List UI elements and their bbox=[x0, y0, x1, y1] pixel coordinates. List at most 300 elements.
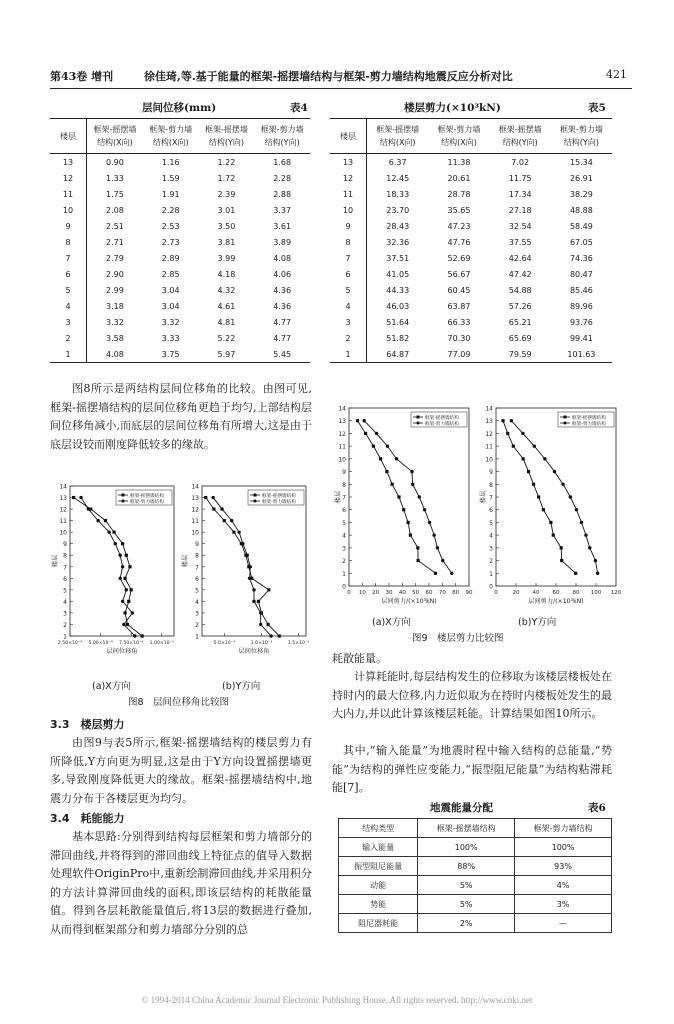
table-cell: 9 bbox=[330, 218, 367, 234]
table-row bbox=[50, 346, 310, 363]
data-point bbox=[402, 508, 405, 511]
data-point bbox=[259, 623, 262, 626]
data-point bbox=[561, 483, 564, 486]
data-point bbox=[212, 507, 215, 510]
table-cell: 41.05 bbox=[386, 269, 410, 279]
data-point bbox=[257, 600, 260, 603]
data-point bbox=[416, 546, 419, 549]
x-tick-label: 0 bbox=[494, 590, 498, 596]
table-cell: 80.47 bbox=[569, 269, 593, 279]
legend-label: 框架-摇摆墙结构 bbox=[425, 415, 459, 421]
data-point bbox=[410, 470, 413, 473]
page-number: 421 bbox=[606, 68, 627, 81]
table6 bbox=[338, 818, 612, 933]
table-cell: 4.08 bbox=[106, 349, 124, 359]
table-cell: 1.72 bbox=[217, 173, 236, 183]
section-3-3-heading: 3.3 楼层剪力 bbox=[50, 718, 125, 731]
legend-label: 框架-剪力墙结构 bbox=[425, 421, 459, 427]
y-tick-label: 8 bbox=[63, 552, 67, 560]
y-tick-label: 8 bbox=[489, 481, 493, 489]
table-cell: 7 bbox=[50, 250, 87, 266]
y-tick-label: 1 bbox=[195, 633, 199, 641]
fig8-caption: 图8 层间位移角比较图 bbox=[128, 697, 230, 708]
data-point bbox=[521, 432, 524, 435]
y-tick-label: 14 bbox=[338, 405, 346, 413]
table-row bbox=[339, 838, 612, 857]
data-point bbox=[510, 419, 513, 422]
table-cell: 88% bbox=[418, 857, 515, 876]
table-row bbox=[330, 282, 612, 298]
data-point bbox=[246, 554, 249, 557]
copyright-footer: © 1994-2014 China Academic Journal Electronic Publishing House. All rights reserved. http://www.cnki.net bbox=[141, 995, 533, 1005]
table-cell: 38.29 bbox=[569, 189, 593, 199]
data-point bbox=[542, 508, 545, 511]
data-point bbox=[533, 444, 536, 447]
data-point bbox=[549, 521, 552, 524]
data-point bbox=[141, 634, 144, 637]
table-cell: 4.61 bbox=[217, 301, 236, 311]
table-cell: 27.18 bbox=[508, 205, 532, 215]
data-point bbox=[594, 559, 597, 562]
table-row bbox=[330, 186, 612, 202]
running-title: 徐佳琦,等.基于能量的框架-摇摆墙结构与框架-剪力墙结构地震反应分析对比 bbox=[144, 70, 513, 83]
table-cell: 52.69 bbox=[447, 253, 471, 263]
data-point bbox=[543, 457, 546, 460]
data-point bbox=[432, 533, 435, 536]
table4-col-header: 框架-摇摆墙 结构(X向) bbox=[87, 119, 143, 154]
table-cell: 2.73 bbox=[161, 237, 180, 247]
legend-label: 框架-剪力墙结构 bbox=[572, 421, 606, 427]
table-cell: 10 bbox=[50, 202, 87, 218]
table-cell: 输入能量 bbox=[339, 838, 418, 857]
table-cell: 26.91 bbox=[569, 173, 593, 183]
x-axis-label: 层间位移角 bbox=[238, 648, 270, 655]
table-cell: 4.18 bbox=[217, 269, 236, 279]
table-cell: 46.03 bbox=[386, 301, 410, 311]
table-cell: 5% bbox=[418, 895, 515, 914]
data-point bbox=[379, 457, 382, 460]
table-cell: 8 bbox=[50, 234, 87, 250]
data-point bbox=[122, 623, 125, 626]
table-row bbox=[50, 330, 310, 346]
running-header bbox=[50, 68, 630, 86]
table-cell: 93.76 bbox=[569, 317, 593, 327]
data-point bbox=[407, 521, 410, 524]
table-cell: 3.04 bbox=[161, 285, 180, 295]
table-cell: 4.77 bbox=[273, 333, 292, 343]
table-cell: 100% bbox=[418, 838, 515, 857]
table-cell: 44.33 bbox=[386, 285, 410, 295]
table-row bbox=[330, 170, 612, 186]
legend-marker bbox=[417, 422, 420, 425]
y-tick-label: 12 bbox=[485, 430, 493, 438]
data-point bbox=[436, 546, 439, 549]
data-point bbox=[364, 432, 367, 435]
y-tick-label: 3 bbox=[63, 610, 67, 618]
data-point bbox=[104, 519, 107, 522]
data-point bbox=[267, 623, 270, 626]
x-tick-label: 20 bbox=[512, 590, 520, 596]
table-cell: 1.59 bbox=[161, 173, 180, 183]
y-tick-label: 4 bbox=[342, 532, 346, 540]
data-point bbox=[130, 588, 133, 591]
x-axis-label: 层间剪力/(×10³kN) bbox=[381, 598, 437, 605]
table-cell: 2.88 bbox=[273, 189, 292, 199]
y-tick-label: 13 bbox=[338, 418, 346, 426]
data-point bbox=[375, 432, 378, 435]
y-tick-label: 3 bbox=[342, 545, 346, 553]
data-point bbox=[121, 565, 124, 568]
data-point bbox=[397, 495, 400, 498]
data-point bbox=[391, 483, 394, 486]
table-cell: 2.85 bbox=[161, 269, 180, 279]
x-tick-label: 0 bbox=[347, 590, 351, 596]
table-row bbox=[50, 250, 310, 266]
table-cell: 2.28 bbox=[161, 205, 180, 215]
x-tick-label: 1.0×10⁻³ bbox=[250, 641, 273, 646]
data-point bbox=[411, 483, 414, 486]
data-point bbox=[118, 577, 121, 580]
y-tick-label: 11 bbox=[191, 518, 199, 526]
table-cell: 4 bbox=[330, 298, 367, 314]
y-tick-label: 3 bbox=[195, 610, 199, 618]
data-point bbox=[127, 600, 130, 603]
data-point bbox=[232, 531, 235, 534]
table5-col-header: 框架-剪力墙 结构(X向) bbox=[428, 119, 489, 154]
table-cell: 12.45 bbox=[386, 173, 410, 183]
data-point bbox=[362, 419, 365, 422]
table-cell: 3.33 bbox=[161, 333, 180, 343]
table-cell: 13 bbox=[50, 154, 87, 171]
data-point bbox=[575, 508, 578, 511]
table-cell: 3.58 bbox=[106, 333, 124, 343]
data-point bbox=[434, 572, 437, 575]
table-row bbox=[50, 314, 310, 330]
data-point bbox=[423, 508, 426, 511]
y-tick-label: 10 bbox=[191, 529, 199, 537]
table-cell: 89.96 bbox=[569, 301, 593, 311]
table-cell: 2.79 bbox=[106, 253, 124, 263]
table-cell: 3.61 bbox=[273, 221, 292, 231]
data-point bbox=[125, 588, 128, 591]
table-cell: 67.05 bbox=[569, 237, 593, 247]
plot-frame bbox=[202, 486, 306, 636]
table-cell: 4.06 bbox=[273, 269, 292, 279]
table-cell: 6.37 bbox=[388, 157, 407, 167]
journal-volume: 第43卷 增刊 bbox=[50, 70, 114, 83]
table-cell: 65.69 bbox=[508, 333, 532, 343]
y-tick-label: 6 bbox=[342, 507, 346, 515]
table-cell: 35.65 bbox=[447, 205, 471, 215]
y-tick-label: 13 bbox=[59, 495, 67, 503]
y-tick-label: 5 bbox=[195, 587, 199, 595]
table4-number: 表4 bbox=[290, 102, 308, 114]
table-cell: 5.45 bbox=[273, 349, 292, 359]
table5-floor-header: 楼层 bbox=[330, 119, 367, 154]
table-row bbox=[50, 202, 310, 218]
y-tick-label: 1 bbox=[63, 633, 67, 641]
table-row bbox=[330, 314, 612, 330]
table-cell: 56.67 bbox=[447, 269, 471, 279]
table-cell: 58.49 bbox=[569, 221, 593, 231]
y-tick-label: 4 bbox=[63, 598, 67, 606]
data-point bbox=[114, 542, 117, 545]
table-cell: 4 bbox=[50, 298, 87, 314]
y-tick-label: 6 bbox=[63, 575, 67, 583]
data-point bbox=[278, 634, 281, 637]
table-cell: 12 bbox=[50, 170, 87, 186]
x-tick-label: 7.50×10⁻⁴ bbox=[119, 641, 144, 646]
data-point bbox=[131, 611, 134, 614]
table-cell: 57.26 bbox=[508, 301, 532, 311]
table5-col-header: 框架-摇摆墙 结构(X向) bbox=[367, 119, 429, 154]
table-cell: 4.36 bbox=[273, 301, 292, 311]
table-cell: 3.81 bbox=[217, 237, 236, 247]
table-row bbox=[330, 218, 612, 234]
table-cell: 15.34 bbox=[569, 157, 593, 167]
data-point bbox=[249, 565, 252, 568]
y-tick-label: 2 bbox=[63, 621, 67, 629]
table-row bbox=[50, 186, 310, 202]
data-point bbox=[418, 495, 421, 498]
paragraph-energy-method: 基本思路:分别得到结构每层框架和剪力墙部分的滞回曲线,并将得到的滞回曲线上特征点的值导入数据处理软件OriginPro中,重新绘制滞回曲线,并采用积分的方法计算滞回曲线的面积,即该层结构的耗散能量值。得到各层耗散能量值后,将13层的数据进行叠加,从而得到框架部分和剪力墙部分分别的总 bbox=[50, 830, 312, 936]
table-cell: 20.61 bbox=[447, 173, 471, 183]
table6-title: 地震能量分配 bbox=[430, 802, 493, 814]
series-line bbox=[364, 421, 452, 574]
table-cell: 4% bbox=[515, 876, 612, 895]
y-tick-label: 6 bbox=[195, 575, 199, 583]
table-cell: 47.42 bbox=[508, 269, 532, 279]
legend-label: 框架-摇摆墙结构 bbox=[130, 493, 164, 499]
table-cell: 51.82 bbox=[386, 333, 410, 343]
y-tick-label: 9 bbox=[489, 469, 493, 477]
table-cell: 54.88 bbox=[508, 285, 532, 295]
paragraph-energy-calc: 计算耗能时,每层结构发生的位移取为该楼层楼板处在持时内的最大位移,内力近似取为在持时内楼板处发生的最大内力,并以此计算该楼层耗能。计算结果如图10所示。 bbox=[332, 670, 612, 720]
x-axis-label: 层间位移角 bbox=[106, 648, 138, 655]
table-cell: 2.08 bbox=[106, 205, 124, 215]
data-point bbox=[248, 577, 251, 580]
x-tick-label: 40 bbox=[398, 590, 406, 596]
table-cell: 37.55 bbox=[508, 237, 532, 247]
data-point bbox=[385, 470, 388, 473]
data-point bbox=[125, 554, 128, 557]
table-row bbox=[339, 914, 612, 933]
table-cell: 1.68 bbox=[273, 157, 292, 167]
table-cell: 101.63 bbox=[567, 349, 596, 359]
x-tick-label: 60 bbox=[552, 590, 560, 596]
table-row bbox=[330, 266, 612, 282]
data-point bbox=[230, 519, 233, 522]
table6-header: 框架-剪力墙结构 bbox=[515, 819, 612, 838]
table-cell: 11 bbox=[330, 186, 367, 202]
series-line bbox=[206, 498, 280, 636]
x-tick-label: 60 bbox=[425, 590, 433, 596]
data-point bbox=[107, 530, 110, 533]
data-point bbox=[121, 542, 124, 545]
table-cell: 85.46 bbox=[569, 285, 593, 295]
y-tick-label: 5 bbox=[489, 519, 493, 527]
table-cell: 74.36 bbox=[569, 253, 593, 263]
table-cell: 42.64 bbox=[508, 253, 532, 263]
table-cell: 2.71 bbox=[106, 237, 124, 247]
data-point bbox=[584, 533, 587, 536]
table4-col-header: 框架-剪力墙 结构(X向) bbox=[143, 119, 199, 154]
table-row bbox=[50, 170, 310, 186]
table-row bbox=[330, 330, 612, 346]
table-cell: 3.32 bbox=[161, 317, 180, 327]
table-cell: 12 bbox=[330, 170, 367, 186]
table-row bbox=[50, 266, 310, 282]
table-cell: 4.08 bbox=[273, 253, 292, 263]
table-cell: 3% bbox=[515, 895, 612, 914]
data-point bbox=[123, 577, 126, 580]
legend-marker bbox=[122, 494, 125, 497]
table-cell: 4.77 bbox=[273, 317, 292, 327]
data-point bbox=[450, 572, 453, 575]
data-point bbox=[588, 546, 591, 549]
data-point bbox=[269, 634, 272, 637]
y-tick-label: 2 bbox=[342, 558, 346, 566]
table-cell: 1 bbox=[330, 346, 367, 363]
table-cell: 3.01 bbox=[217, 205, 236, 215]
legend-label: 框架-摇摆墙结构 bbox=[572, 415, 606, 421]
table-cell: 5 bbox=[50, 282, 87, 298]
data-point bbox=[552, 534, 555, 537]
data-point bbox=[560, 546, 563, 549]
y-axis-label: 楼层 bbox=[52, 554, 59, 568]
data-point bbox=[386, 444, 389, 447]
y-axis-label: 楼层 bbox=[480, 490, 487, 504]
table-cell: 77.09 bbox=[447, 349, 471, 359]
table-cell: 32.36 bbox=[386, 237, 410, 247]
y-tick-label: 7 bbox=[195, 564, 199, 572]
y-tick-label: 8 bbox=[195, 552, 199, 560]
y-tick-label: 10 bbox=[338, 456, 346, 464]
table-row bbox=[50, 218, 310, 234]
data-point bbox=[596, 572, 599, 575]
data-point bbox=[395, 457, 398, 460]
table-cell: 2% bbox=[418, 914, 515, 933]
x-tick-label: 1.00×10⁻³ bbox=[149, 641, 174, 646]
table-cell: 48.88 bbox=[569, 205, 593, 215]
table-cell: 3.32 bbox=[106, 317, 124, 327]
series-line bbox=[74, 498, 143, 636]
data-point bbox=[123, 611, 126, 614]
table-cell: 1.33 bbox=[106, 173, 124, 183]
legend-marker bbox=[564, 416, 567, 419]
y-tick-label: 5 bbox=[63, 587, 67, 595]
y-tick-label: 14 bbox=[485, 405, 493, 413]
table-row bbox=[50, 282, 310, 298]
table-cell: 70.30 bbox=[447, 333, 471, 343]
table4-col-header: 框架-剪力墙 结构(Y向) bbox=[254, 119, 310, 154]
table-cell: 32.54 bbox=[508, 221, 532, 231]
table-cell: 势能 bbox=[339, 895, 418, 914]
data-point bbox=[72, 496, 75, 499]
table-cell: 1.75 bbox=[106, 189, 124, 199]
y-tick-label: 9 bbox=[195, 541, 199, 549]
y-tick-label: 7 bbox=[63, 564, 67, 572]
table-cell: 1.16 bbox=[161, 157, 180, 167]
data-point bbox=[121, 600, 124, 603]
data-point bbox=[118, 554, 121, 557]
data-point bbox=[416, 559, 419, 562]
y-tick-label: 0 bbox=[489, 583, 493, 591]
table-cell: 4.36 bbox=[273, 285, 292, 295]
table-cell: 6 bbox=[330, 266, 367, 282]
table-cell: 17.34 bbox=[508, 189, 532, 199]
table-row bbox=[330, 298, 612, 314]
table-cell: 11.38 bbox=[447, 157, 471, 167]
data-point bbox=[580, 521, 583, 524]
table4 bbox=[50, 118, 310, 363]
table6-number: 表6 bbox=[588, 802, 606, 814]
paragraph-energy-continued: 耗散能量。 bbox=[332, 652, 387, 665]
data-point bbox=[112, 531, 115, 534]
section-3-4-heading: 3.4 耗能能力 bbox=[50, 812, 125, 825]
legend-label: 框架-摇摆墙结构 bbox=[262, 493, 296, 499]
y-tick-label: 4 bbox=[489, 532, 493, 540]
y-tick-label: 14 bbox=[191, 483, 199, 491]
x-tick-label: 80 bbox=[572, 590, 580, 596]
table4-col-header: 框架-摇摆墙 结构(Y向) bbox=[199, 119, 255, 154]
table-cell: 7 bbox=[330, 250, 367, 266]
x-tick-label: 70 bbox=[438, 590, 446, 596]
y-tick-label: 7 bbox=[489, 494, 493, 502]
y-tick-label: 9 bbox=[63, 541, 67, 549]
y-tick-label: 13 bbox=[191, 495, 199, 503]
y-tick-label: 11 bbox=[59, 518, 67, 526]
table-cell: 2.53 bbox=[161, 221, 180, 231]
table-cell: 3.18 bbox=[106, 301, 124, 311]
table-row bbox=[339, 857, 612, 876]
x-tick-label: 2.50×10⁻⁴ bbox=[57, 641, 83, 646]
fig8b-chart bbox=[180, 478, 312, 680]
table-cell: 3.89 bbox=[273, 237, 292, 247]
fig9-caption: 图9 楼层剪力比较图 bbox=[412, 633, 504, 644]
table5-title: 楼层剪力(×10³kN) bbox=[404, 102, 501, 114]
y-tick-label: 8 bbox=[342, 481, 346, 489]
table-row bbox=[339, 895, 612, 914]
table-row bbox=[330, 250, 612, 266]
table-cell: 3.50 bbox=[217, 221, 236, 231]
table-cell: 60.45 bbox=[447, 285, 471, 295]
table-cell: 6 bbox=[50, 266, 87, 282]
y-tick-label: 1 bbox=[342, 570, 346, 578]
table-cell: 47.23 bbox=[447, 221, 471, 231]
legend-label: 框架-剪力墙结构 bbox=[130, 499, 164, 505]
data-point bbox=[133, 634, 136, 637]
data-point bbox=[501, 419, 504, 422]
table-cell: 3.37 bbox=[273, 205, 292, 215]
header-rule bbox=[50, 88, 632, 89]
table-cell: 0.90 bbox=[106, 157, 124, 167]
table-cell: 23.70 bbox=[386, 205, 410, 215]
table-row bbox=[50, 234, 310, 250]
table-cell: 5% bbox=[418, 876, 515, 895]
plot-frame bbox=[496, 408, 616, 586]
table-cell: 3 bbox=[330, 314, 367, 330]
data-point bbox=[204, 496, 207, 499]
data-point bbox=[252, 600, 255, 603]
table6-header: 结构类型 bbox=[339, 819, 418, 838]
table-cell: 2.89 bbox=[161, 253, 180, 263]
data-point bbox=[128, 565, 131, 568]
table5-number: 表5 bbox=[588, 102, 606, 114]
data-point bbox=[252, 588, 255, 591]
table-cell: 5.97 bbox=[217, 349, 236, 359]
fig8a-chart bbox=[50, 478, 180, 680]
